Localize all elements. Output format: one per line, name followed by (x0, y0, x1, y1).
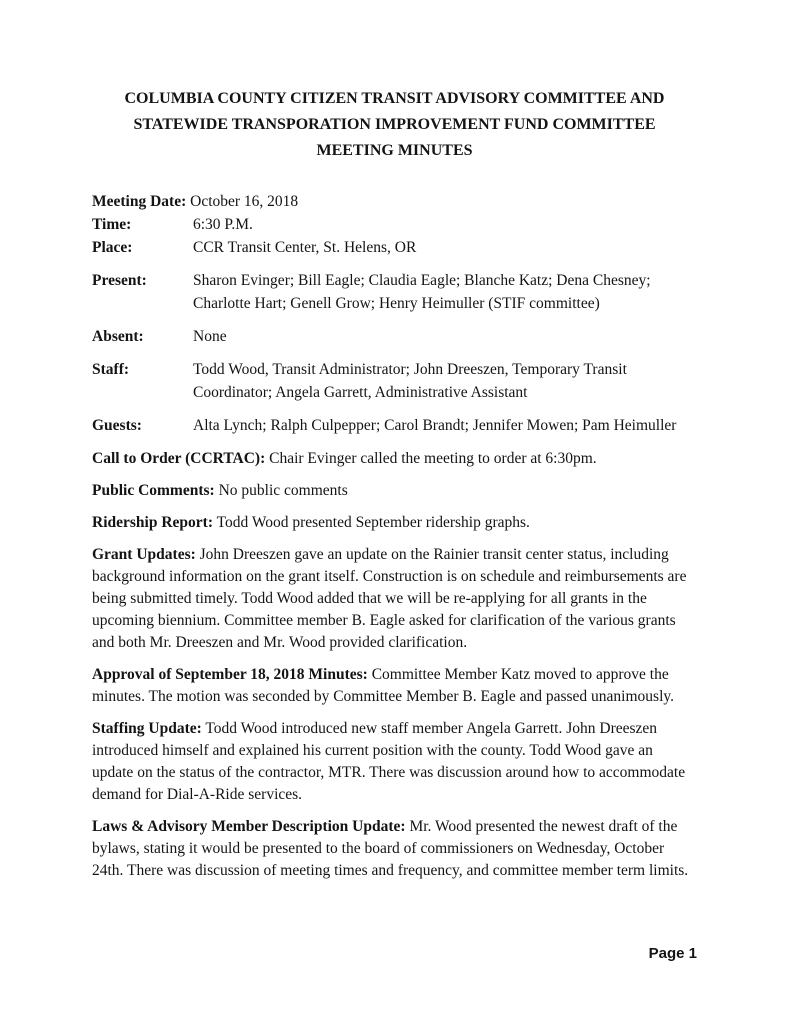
paragraph-staffing-update (92, 718, 697, 806)
paragraph-body-call-to-order: Chair Evinger called the meeting to order at 6:30pm. (269, 450, 597, 467)
title-line-3: MEETING MINUTES (316, 142, 473, 159)
paragraph-body-ridership-report: Todd Wood presented September ridership graphs. (216, 514, 530, 531)
title-line-1: COLUMBIA COUNTY CITIZEN TRANSIT ADVISORY COMMITTEE AND (124, 90, 665, 107)
page-footer (649, 945, 697, 962)
meta-value-time: 6:30 P.M. (193, 216, 253, 233)
paragraph-body-public-comments: No public comments (218, 482, 348, 499)
paragraph-minutes-approval (92, 664, 697, 708)
meta-label-meeting-date: Meeting Date: (92, 193, 187, 210)
document-title (92, 86, 697, 164)
paragraph-lead-call-to-order: Call to Order (CCRTAC): (92, 450, 266, 467)
meta-row-guests (92, 414, 697, 437)
meta-label-time: Time: (92, 216, 132, 233)
meta-value-staff: Todd Wood, Transit Administrator; John Dreeszen, Temporary Transit Coordinator; Angela Garrett, Administrative Assistant (193, 361, 627, 401)
paragraph-body-grant-updates: John Dreeszen gave an update on the Rainier transit center status, including background information on the grant itself. Construction is on schedule and reimbursements are being submitted timely. Todd Wood added that we will be re-applying for all grants in the upcoming biennium. Committee member B. Eagle asked for clarification of the various grants and both Mr. Dreeszen and Mr. Wood provided clarification. (92, 546, 687, 651)
meta-row-time (92, 213, 697, 236)
paragraph-public-comments (92, 480, 697, 502)
meta-row-present (92, 269, 697, 315)
meta-value-guests: Alta Lynch; Ralph Culpepper; Carol Brandt; Jennifer Mowen; Pam Heimuller (193, 417, 677, 434)
meta-label-staff: Staff: (92, 361, 130, 378)
title-line-2: STATEWIDE TRANSPORATION IMPROVEMENT FUND COMMITTEE (133, 116, 656, 133)
meta-label-guests: Guests: (92, 417, 142, 434)
meta-value-place: CCR Transit Center, St. Helens, OR (193, 239, 417, 256)
meeting-meta-section (92, 190, 697, 437)
paragraph-body-laws-advisory-update: Mr. Wood presented the newest draft of the bylaws, stating it would be presented to the board of commissioners on Wednesday, October 24th. There was discussion of meeting times and frequency, and committee member term limits. (92, 818, 689, 879)
paragraph-ridership-report (92, 512, 697, 534)
meta-label-absent: Absent: (92, 328, 144, 345)
paragraph-body-minutes-approval: Committee Member Katz moved to approve the minutes. The motion was seconded by Committee Member B. Eagle and passed unanimously. (92, 666, 675, 705)
meta-value-meeting-date: October 16, 2018 (190, 193, 299, 210)
paragraph-laws-advisory-update (92, 816, 697, 882)
meta-row-absent (92, 325, 697, 348)
paragraph-lead-staffing-update: Staffing Update: (92, 720, 202, 737)
paragraph-lead-grant-updates: Grant Updates: (92, 546, 196, 563)
paragraph-lead-laws-advisory-update: Laws & Advisory Member Description Update: (92, 818, 406, 835)
meta-label-place: Place: (92, 239, 133, 256)
paragraph-grant-updates (92, 544, 697, 654)
minutes-body (92, 448, 697, 882)
paragraph-lead-ridership-report: Ridership Report: (92, 514, 213, 531)
meta-row-place (92, 236, 697, 259)
paragraph-body-staffing-update: Todd Wood introduced new staff member Angela Garrett. John Dreeszen introduced himself and explained his current position with the county. Todd Wood gave an update on the status of the contractor, MTR. There was discussion around how to accommodate demand for Dial-A-Ride services. (92, 720, 686, 803)
paragraph-lead-minutes-approval: Approval of September 18, 2018 Minutes: (92, 666, 368, 683)
meta-value-present: Sharon Evinger; Bill Eagle; Claudia Eagle; Blanche Katz; Dena Chesney; Charlotte Hart; Genell Grow; Henry Heimuller (STIF committee) (193, 272, 651, 312)
paragraph-call-to-order (92, 448, 697, 470)
page-number: Page 1 (648, 945, 697, 962)
meta-row-meeting-date (92, 190, 697, 213)
meta-label-present: Present: (92, 272, 147, 289)
paragraph-lead-public-comments: Public Comments: (92, 482, 215, 499)
meta-row-staff (92, 358, 697, 404)
meta-value-absent: None (193, 328, 227, 345)
